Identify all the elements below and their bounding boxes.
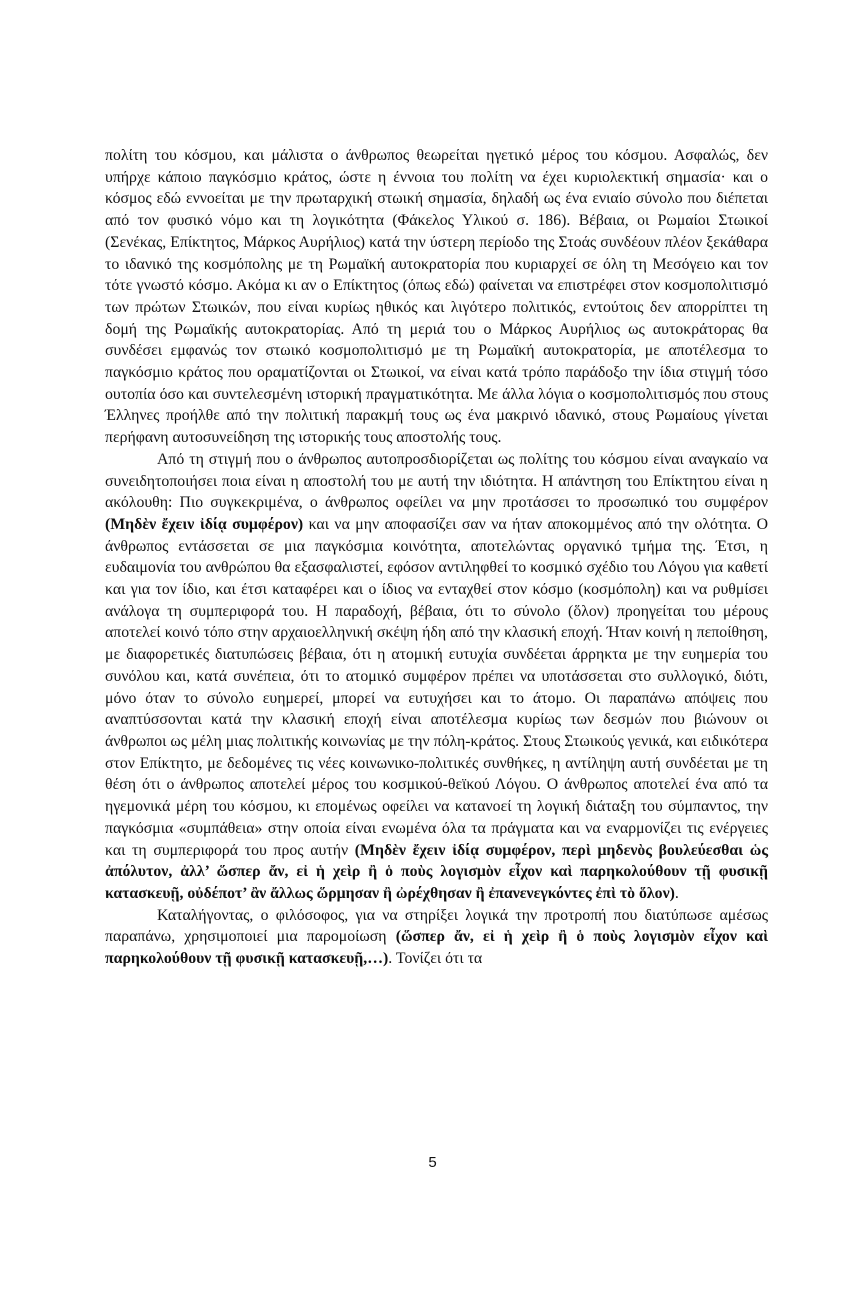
paragraph-2-text-2: και να μην αποφασίζει σαν να ήταν αποκομμένος από την ολότητα. Ο άνθρωπος εντάσσεται σε μια παγκόσμια κοινότητα, αποτελώντας οργανικό τμήμα της. Έτσι, η ευδαιμονία του ανθρώπου θα εξασφαλιστεί, εφόσον αντιληφθεί το κοσμικό σχέδιο του Λόγου για καθετί και για τον ίδιο, και έτσι καταφέρει και ο ίδιος να ενταχθεί στον κόσμο (κοσμόπολη) και να ρυθμίσει ανάλογα τη συμπεριφορά του. Η παραδοχή, βέβαια, ότι το σύνολο (ὅλον) προηγείται του μέρους αποτελεί κοινό τόπο στην αρχαιοελληνική σκέψη ήδη από την κλασική εποχή. Ήταν κοινή η πεποίθηση, με διαφορετικές διατυπώσεις βέβαια, ότι η ατομική ευτυχία συνδέεται άρρηκτα με την ευημερία του συνόλου και, κατά συνέπεια, ότι το ατομικό συμφέρον πρέπει να υποτάσσεται στο συλλογικό, διότι, μόνο όταν το σύνολο ευημερεί, μπορεί να ευτυχήσει και το άτομο. Οι παραπάνω απόψεις που αναπτύσσονται κατά την κλασική εποχή είναι αποτέλεσμα κυρίως των δεσμών που βιώνουν οι άνθρωποι ως μέλη μιας πολιτικής κοινωνίας με την πόλη-κράτος. Στους Στωικούς γενικά, και ειδικότερα στον Επίκτητο, με δεδομένες τις νέες κοινωνικο-πολιτικές συνθήκες, η αντίληψη αυτή συνδέεται με τη θέση ότι ο άνθρωπος αποτελεί μέρος του κοσμικού-θεϊκού Λόγου. Ο άνθρωπος αποτελεί ένα από τα ηγεμονικά μέρη του κόσμου, κι επομένως οφείλει να κατανοεί τη λογική διάταξη του σύμπαντος, την παγκόσμια «συμπάθεια» στην οποία είναι ενωμένα όλα τα πράγματα και να εναρμονίζει τις ενέργειες και τη συμπεριφορά του προς αυτήν bbox=[105, 515, 768, 859]
paragraph-3-text-1: Καταλήγοντας, ο φιλόσοφος, για να στηρίξει λογικά την προτροπή που διατύπωσε αμέσως παραπάνω, χρησιμοποιεί μια παρομοίωση bbox=[105, 906, 768, 946]
ancient-greek-quote: (ὥσπερ ἄν, εἰ ἡ χεὶρ ἢ ὁ ποὺς λογισμὸν εἶχον καὶ παρηκολούθουν τῇ φυσικῇ κατασκευῇ,…) bbox=[105, 928, 769, 968]
page-number: 5 bbox=[428, 1154, 437, 1171]
paragraph-2 bbox=[105, 449, 768, 905]
paragraph-2-text-3: . bbox=[674, 884, 679, 902]
paragraph-3-text-2: . Τονίζει ότι τα bbox=[388, 950, 483, 968]
ancient-greek-quote: (Μηδὲν ἔχειν ἰδίᾳ συμφέρον) bbox=[105, 515, 304, 533]
document-body bbox=[105, 145, 768, 970]
ancient-greek-quote: (Μηδὲν ἔχειν ἰδίᾳ συμφέρον, περὶ μηδενὸς βουλεύεσθαι ὡς ἀπόλυτον, ἀλλ’ ὥσπερ ἄν, εἰ ἡ χεὶρ ἢ ὁ ποὺς λογισμὸν εἶχον καὶ παρηκολούθουν τῇ φυσικῇ κατασκευῇ, οὐδέποτ’ ἂν ἄλλως ὥρμησαν ἢ ὠρέχθησαν ἢ ἐπανενεγκόντες ἐπὶ τὸ ὅλον) bbox=[105, 841, 768, 902]
paragraph-1 bbox=[105, 145, 768, 449]
paragraph-1-text: πολίτη του κόσμου, και μάλιστα ο άνθρωπος θεωρείται ηγετικό μέρος του κόσμου. Ασφαλώς, δεν υπήρχε κάποιο παγκόσμιο κράτος, ώστε η έννοια του πολίτη να έχει κυριολεκτική σημασία· και ο κόσμος εδώ εννοείται με την πρωταρχική στωική σημασία, δηλαδή ως ένα ενιαίο σύνολο που διέπεται από τον φυσικό νόμο και τη λογικότητα (Φάκελος Υλικού σ. 186). Βέβαια, οι Ρωμαίοι Στωικοί (Σενέκας, Επίκτητος, Μάρκος Αυρήλιος) κατά την ύστερη περίοδο της Στοάς συνδέουν πλέον ξεκάθαρα το ιδανικό της κοσμόπολης με τη Ρωμαϊκή αυτοκρατορία που κυριαρχεί σε όλη τη Μεσόγειο και τον τότε γνωστό κόσμο. Ακόμα κι αν ο Επίκτητος (όπως εδώ) φαίνεται να επιστρέφει στον κοσμοπολιτισμό των πρώτων Στωικών, που είναι κυρίως ηθικός και λιγότερο πολιτικός, εντούτοις δεν απορρίπτει τη δομή της Ρωμαϊκής αυτοκρατορίας. Από τη μεριά του ο Μάρκος Αυρήλιος ως αυτοκράτορας θα συνδέσει εμφανώς τον στωικό κοσμοπολιτισμό με τη Ρωμαϊκή αυτοκρατορία, με αποτέλεσμα το παγκόσμιο κράτος που οραματίζονται οι Στωικοί, να είναι κατά τρόπο παράδοξο την ίδια στιγμή τόσο ουτοπία όσο και συντελεσμένη ιστορική πραγματικότητα. Με άλλα λόγια ο κοσμοπολιτισμός που στους Έλληνες προήλθε από την πολιτική παρακμή τους ως ένα μακρινό ιδανικό, στους Ρωμαίους γίνεται περήφανη αυτοσυνείδηση της ιστορικής τους αποστολής τους. bbox=[105, 147, 768, 447]
paragraph-2-text-1: Από τη στιγμή που ο άνθρωπος αυτοπροσδιορίζεται ως πολίτης του κόσμου είναι αναγκαίο να συνειδητοποιήσει ποια είναι η αποστολή του με αυτή την ιδιότητα. Η απάντηση του Επίκτητου είναι η ακόλουθη: Πιο συγκεκριμένα, ο άνθρωπος οφείλει να μην προτάσσει το προσωπικό του συμφέρον bbox=[105, 450, 768, 512]
paragraph-3 bbox=[105, 905, 768, 970]
